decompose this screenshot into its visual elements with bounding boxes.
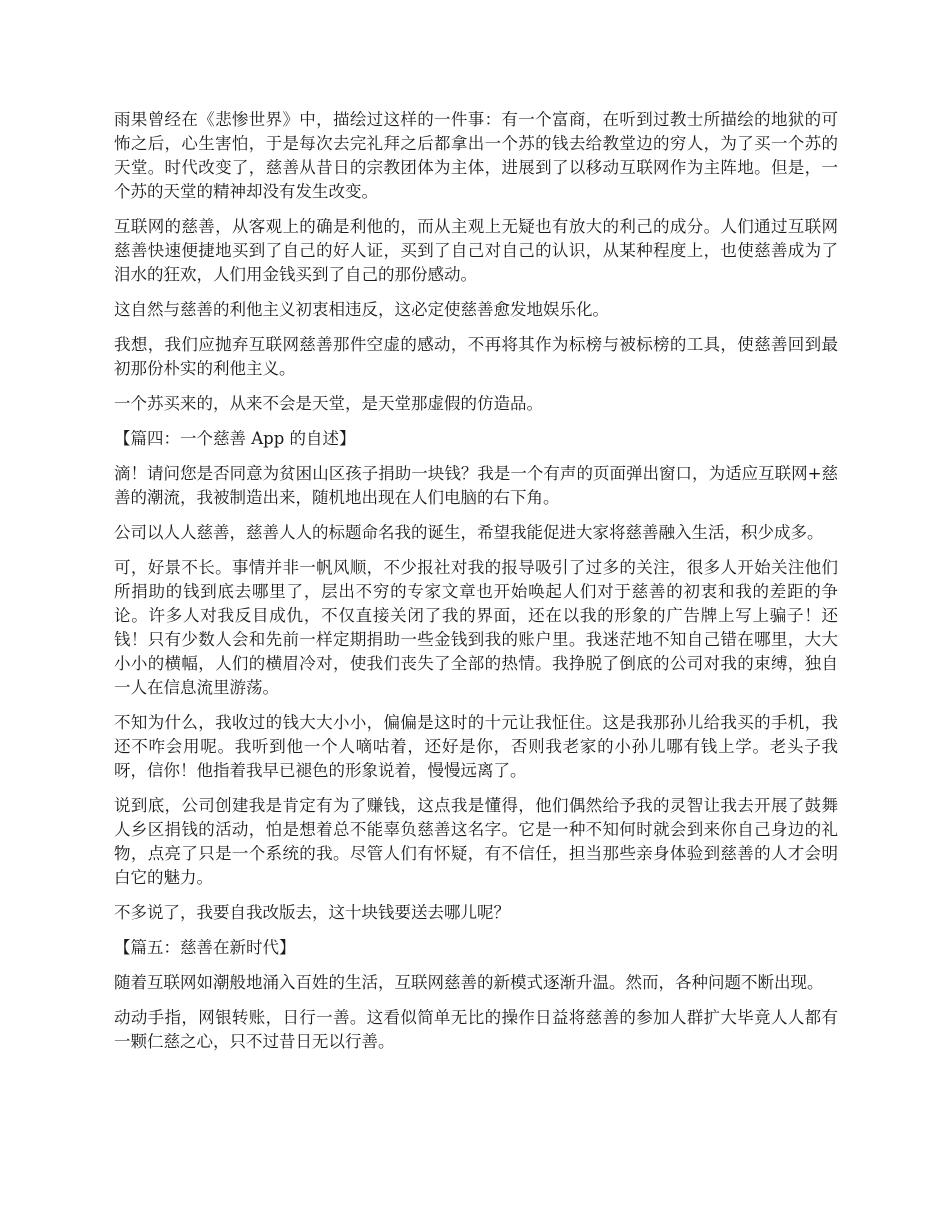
paragraph: 动动手指，网银转账，日行一善。这看似简单无比的操作日益将慈善的参加人群扩大毕竟人人都有一颗仁慈之心，只不过昔日无以行善。 [114, 1008, 838, 1051]
section-heading: 【篇五：慈善在新时代】 [114, 938, 296, 957]
paragraph: 可，好景不长。事情并非一帆风顺，不少报社对我的报导吸引了过多的关注，很多人开始关注他们所捐助的钱到底去哪里了，层出不穷的专家文章也开始唤起人们对于慈善的初衷和我的差距的争论。许多人对我反目成仇，不仅直接关闭了我的界面，还在以我的形象的广告牌上写上骗子！还钱！只有少数人会和先前一样定期捐助一些金钱到我的账户里。我迷茫地不知自己错在哪里，大大小小的横幅，人们的横眉冷对，使我们丧失了全部的热情。我挣脱了倒底的公司对我的束缚，独自一人在信息流里游荡。 [114, 558, 838, 697]
section-heading: 【篇四：一个慈善 App 的自述】 [114, 429, 356, 448]
document-body [114, 108, 838, 1065]
paragraph: 我想，我们应抛弃互联网慈善那件空虚的感动，不再将其作为标榜与被标榜的工具，使慈善回到最初那份朴实的利他主义。 [114, 335, 838, 378]
paragraph: 滴！请问您是否同意为贫困山区孩子捐助一块钱？我是一个有声的页面弹出窗口，为适应互联网+慈善的潮流，我被制造出来，随机地出现在人们电脑的右下角。 [114, 464, 838, 507]
paragraph: 不多说了，我要自我改版去，这十块钱要送去哪儿呢？ [114, 903, 510, 922]
paragraph: 说到底，公司创建我是肯定有为了赚钱，这点我是懂得，他们偶然给予我的灵智让我去开展了鼓舞人乡区捐钱的活动，怕是想着总不能辜负慈善这名字。它是一种不知何时就会到来你自己身边的礼物，点亮了只是一个系统的我。尽管人们有怀疑，有不信任，担当那些亲身体验到慈善的人才会明白它的魅力。 [114, 796, 838, 887]
paragraph: 不知为什么，我收过的钱大大小小，偏偏是这时的十元让我怔住。这是我那孙儿给我买的手机，我还不咋会用呢。我听到他一个人嘀咕着，还好是你，否则我老家的小孙儿哪有钱上学。老头子我呀，信你！他指着我早已褪色的形象说着，慢慢远离了。 [114, 713, 838, 780]
paragraph: 一个苏买来的，从来不会是天堂，是天堂那虚假的仿造品。 [114, 394, 543, 413]
paragraph: 这自然与慈善的利他主义初衷相违反，这必定使慈善愈发地娱乐化。 [114, 300, 609, 319]
paragraph: 公司以人人慈善，慈善人人的标题命名我的诞生，希望我能促进大家将慈善融入生活，积少成多。 [114, 523, 824, 542]
paragraph: 随着互联网如潮般地涌入百姓的生活，互联网慈善的新模式逐渐升温。然而，各种问题不断出现。 [114, 973, 824, 992]
paragraph: 雨果曾经在《悲惨世界》中，描绘过这样的一件事：有一个富商，在听到过教士所描绘的地狱的可怖之后，心生害怕，于是每次去完礼拜之后都拿出一个苏的钱去给教堂边的穷人，为了买一个苏的天堂。时代改变了，慈善从昔日的宗教团体为主体，进展到了以移动互联网作为主阵地。但是，一个苏的天堂的精神却没有发生改变。 [114, 110, 838, 201]
paragraph: 互联网的慈善，从客观上的确是利他的，而从主观上无疑也有放大的利己的成分。人们通过互联网慈善快速便捷地买到了自己的好人证，买到了自己对自己的认识，从某种程度上，也使慈善成为了泪水的狂欢，人们用金钱买到了自己的那份感动。 [114, 217, 838, 284]
